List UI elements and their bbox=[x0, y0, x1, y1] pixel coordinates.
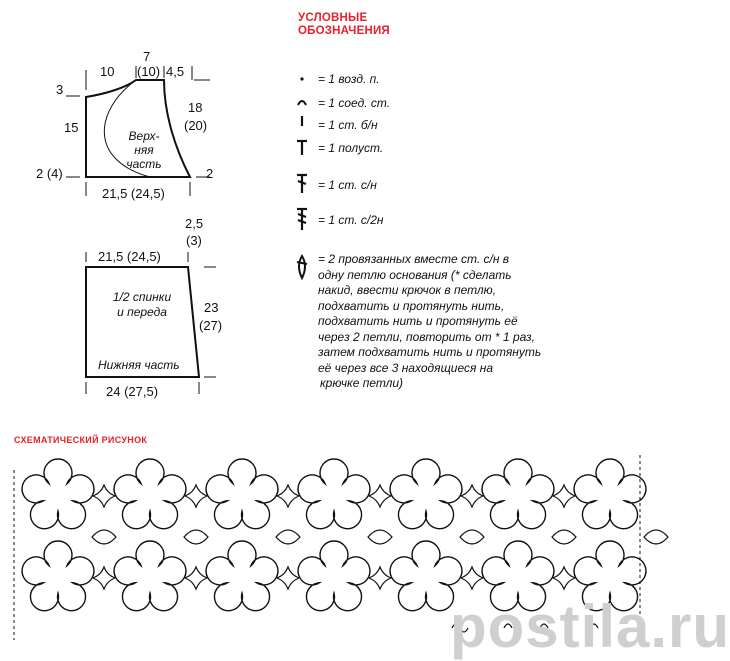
legend-symbols bbox=[297, 77, 307, 278]
cluster-line: затем подхватить нить и протянуть bbox=[318, 345, 542, 359]
connector-lens bbox=[644, 530, 668, 544]
lower-pattern bbox=[86, 252, 219, 394]
dim-lower-top-right-a: 2,5 bbox=[185, 216, 204, 231]
dim-upper-right-a: 18 bbox=[188, 100, 203, 115]
dim-lower-right-b: (27) bbox=[199, 318, 223, 333]
lower-label-line2: и переда bbox=[117, 305, 167, 319]
connector-lens bbox=[276, 530, 300, 544]
dim-lower-top-right-b: (3) bbox=[186, 233, 202, 248]
upper-pattern-label bbox=[124, 129, 164, 171]
cluster-line: подхватить и протянуть нить, bbox=[318, 298, 505, 313]
flower-motif bbox=[114, 459, 186, 529]
dim-lower-bottom: 24 (27,5) bbox=[106, 384, 159, 399]
legend-item-double: = 1 ст. с/н bbox=[318, 178, 377, 192]
connector-diamond bbox=[185, 485, 207, 507]
cluster-line: одну петлю основания (* сделать bbox=[318, 267, 512, 282]
dim-upper-right-bottom: 2 bbox=[206, 166, 214, 181]
schematic-title: СХЕМАТИЧЕСКИЙ РИСУНОК bbox=[14, 435, 148, 445]
connector-diamond bbox=[277, 567, 299, 589]
connector-diamond bbox=[369, 567, 391, 589]
flower-motif bbox=[390, 459, 462, 529]
flower-motif bbox=[114, 541, 186, 611]
dim-upper-top-mid-a: 7 bbox=[143, 49, 151, 64]
dim-lower-right-a: 23 bbox=[204, 300, 219, 315]
legend-item-slip: = 1 соед. ст. bbox=[318, 96, 391, 110]
dim-upper-left-mid: 15 bbox=[64, 120, 79, 135]
legend-item-chain: = 1 возд. п. bbox=[318, 72, 380, 86]
connector-lens bbox=[368, 530, 392, 544]
legend-title-line2: ОБОЗНАЧЕНИЯ bbox=[298, 25, 390, 37]
connector-diamond bbox=[553, 485, 575, 507]
cluster-line: крючке петли) bbox=[320, 376, 404, 390]
legend-item-treble: = 1 ст. с/2н bbox=[318, 213, 384, 227]
upper-label-line2: няя bbox=[134, 143, 154, 157]
dim-lower-top: 21,5 (24,5) bbox=[98, 249, 161, 264]
connector-diamond bbox=[277, 485, 299, 507]
dim-upper-left-bottom: 2 (4) bbox=[36, 166, 63, 181]
cluster-line: = 2 провязанных вместе ст. с/н в bbox=[318, 252, 510, 266]
dim-upper-top-mid-b: (10) bbox=[137, 64, 161, 79]
cluster-line: её через все 3 находящиеся на bbox=[318, 360, 494, 375]
upper-label-line1: Верх- bbox=[128, 129, 160, 143]
cluster-line: накид, ввести крючок в петлю, bbox=[318, 283, 497, 297]
lower-dimension-lines bbox=[86, 252, 219, 394]
cluster-line: подхватить нить и протянуть её bbox=[318, 314, 518, 328]
double-crochet-icon bbox=[297, 175, 307, 193]
cluster-line: через 2 петли, повторить от * 1 раз, bbox=[318, 329, 535, 344]
dim-upper-bottom: 21,5 (24,5) bbox=[102, 186, 165, 201]
flower-motif bbox=[482, 459, 554, 529]
connector-diamond bbox=[461, 485, 483, 507]
flower-motif bbox=[298, 459, 370, 529]
legend-title bbox=[298, 12, 390, 38]
dim-upper-left-top: 3 bbox=[56, 82, 64, 97]
legend-item-half-double: = 1 полуст. bbox=[318, 141, 384, 155]
legend-title-line1: УСЛОВНЫЕ bbox=[298, 12, 368, 24]
dim-upper-top-right: 4,5 bbox=[166, 64, 185, 79]
connector-diamond bbox=[185, 567, 207, 589]
flower-motif bbox=[574, 459, 646, 529]
connector-lens bbox=[184, 530, 208, 544]
lower-pattern-label bbox=[104, 290, 180, 320]
connector-diamond bbox=[461, 567, 483, 589]
watermark-text: postila.ru bbox=[450, 593, 730, 660]
lower-label-line1: 1/2 спинки bbox=[112, 290, 172, 304]
upper-label-line3: часть bbox=[126, 157, 162, 171]
slip-stitch-icon bbox=[298, 101, 306, 105]
flower-motif bbox=[206, 459, 278, 529]
legend-item-single: = 1 ст. б/н bbox=[318, 118, 378, 132]
connector-diamond bbox=[553, 567, 575, 589]
connector-lens bbox=[92, 530, 116, 544]
connector-diamond bbox=[93, 567, 115, 589]
flower-motif bbox=[298, 541, 370, 611]
connector-diamond bbox=[369, 485, 391, 507]
lower-bottom-label: Нижняя часть bbox=[98, 358, 180, 372]
legend-cluster-description bbox=[318, 252, 653, 392]
half-double-crochet-icon bbox=[297, 141, 307, 155]
dim-upper-top-left: 10 bbox=[100, 64, 115, 79]
connector-lens bbox=[552, 530, 576, 544]
chain-stitch-icon bbox=[300, 77, 303, 80]
cluster-stitch-icon bbox=[297, 256, 307, 278]
flower-motif bbox=[22, 459, 94, 529]
flower-motif bbox=[22, 541, 94, 611]
connector-lens bbox=[460, 530, 484, 544]
connector-diamond bbox=[93, 485, 115, 507]
treble-crochet-icon bbox=[297, 209, 307, 230]
dim-upper-right-b: (20) bbox=[184, 118, 208, 133]
flower-motif bbox=[206, 541, 278, 611]
